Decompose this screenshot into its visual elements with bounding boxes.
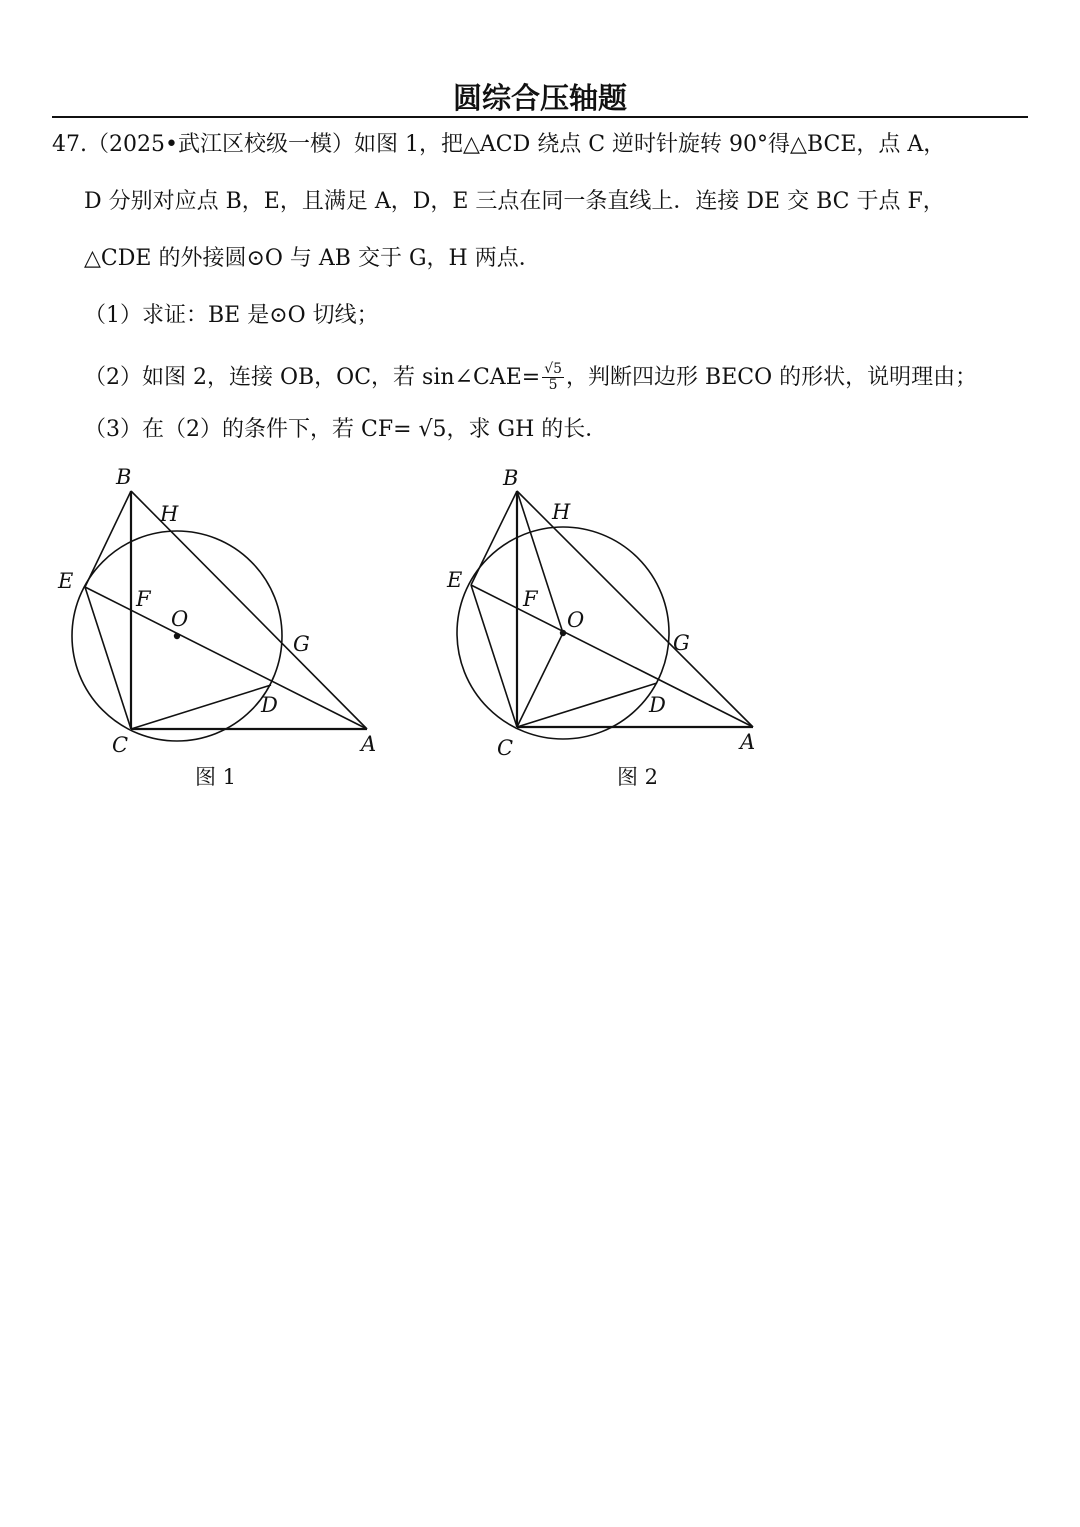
- part-2-text-after: ，判断四边形 BECO 的形状，说明理由；: [566, 364, 978, 390]
- fraction-denominator: 5: [548, 377, 558, 394]
- segment-cd: [517, 683, 657, 727]
- fig1-label-b: B: [116, 465, 132, 489]
- fig1-label-d: D: [261, 693, 278, 717]
- figure-2: [457, 491, 753, 739]
- fig2-label-g: G: [673, 631, 690, 655]
- segment-oc: [517, 633, 563, 727]
- fig2-label-f: F: [523, 587, 538, 611]
- fig1-label-e: E: [58, 569, 74, 593]
- part-2-text-before: （2）如图 2，连接 OB，OC，若 sin∠CAE=: [84, 364, 541, 390]
- fig2-label-d: D: [649, 693, 666, 717]
- fig1-label-c: C: [112, 733, 129, 757]
- fig1-label-a: A: [361, 732, 377, 756]
- fig1-label-f: F: [136, 587, 151, 611]
- problem-line-2: D 分别对应点 B，E，且满足 A，D，E 三点在同一条直线上．连接 DE 交 BC 于点 F，: [84, 189, 945, 214]
- segment-be: [471, 491, 517, 585]
- fig2-label-o: O: [567, 608, 585, 632]
- fig2-label-c: C: [497, 736, 514, 760]
- fraction-numerator: √5: [544, 361, 563, 377]
- fig2-label-a: A: [740, 730, 756, 754]
- figure-2-caption: 图 2: [617, 765, 659, 789]
- fig2-label-b: B: [503, 466, 519, 490]
- question-part-3: （3）在（2）的条件下，若 CF= √5，求 GH 的长．: [84, 417, 608, 442]
- problem-line-3: △CDE 的外接圆⊙O 与 AB 交于 G，H 两点．: [84, 246, 541, 271]
- fig1-label-o: O: [171, 607, 189, 631]
- fig1-label-h: H: [160, 502, 179, 526]
- segment-ea: [85, 587, 367, 729]
- center-point-o: [174, 633, 180, 639]
- figure-1-caption: 图 1: [195, 765, 237, 789]
- segment-cd: [131, 685, 271, 729]
- segment-ec: [85, 587, 131, 729]
- segment-ab: [131, 491, 367, 729]
- fig1-label-g: G: [293, 632, 310, 656]
- segment-ea: [471, 585, 753, 727]
- question-part-1: （1）求证：BE 是⊙O 切线；: [84, 303, 379, 328]
- center-point-o: [560, 630, 566, 636]
- fig2-label-e: E: [447, 568, 463, 592]
- segment-ab: [517, 491, 753, 727]
- segment-be: [85, 491, 131, 587]
- figure-1: [72, 491, 367, 741]
- page-title: 圆综合压轴题: [452, 81, 627, 115]
- fig2-label-h: H: [552, 500, 571, 524]
- segment-ec: [471, 585, 517, 727]
- problem-line-1: 47.（2025•武江区校级一模）如图 1，把△ACD 绕点 C 逆时针旋转 90°得△BCE，点 A，: [52, 132, 946, 157]
